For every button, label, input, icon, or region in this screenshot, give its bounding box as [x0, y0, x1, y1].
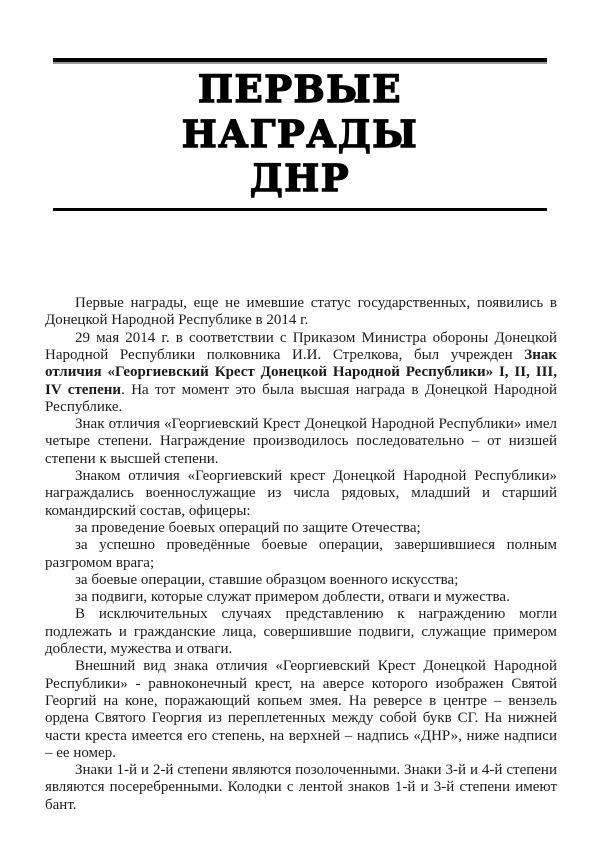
page-title-line-1: ПЕРВЫЕ: [198, 67, 402, 111]
paragraph: [45, 330, 557, 416]
paragraph: [45, 589, 557, 606]
text-run: В исключительных случаях представлению к награждению могли подлежать и гражданские лица, совершившие подвиги, служащие примером доблести, мужества и отваги.: [45, 606, 557, 658]
page-title-line-2: НАГРАДЫ: [181, 111, 419, 156]
text-run: Первые награды, еще не имевшие статус государственных, появились в Донецкой Народной Республике в 2014 г.: [45, 295, 557, 329]
text-run: за проведение боевых операций по защите Отечества;: [75, 519, 421, 536]
paragraph: [45, 658, 557, 762]
page-title: [0, 67, 600, 201]
text-run: Внешний вид знака отличия «Георгиевский Крест Донецкой Народной Республики» - равноконечный крест, на аверсе которого изображен Святой Георгий на коне, поражающий копьем змея. На реверсе в центре – вензель ордена Святого Георгия из переплетенных между собой букв СГ. На нижней части креста имеется его степень, на верхней – надпись «ДНР», ниже надписи – ее номер.: [45, 658, 557, 761]
paragraph: [45, 572, 557, 589]
page-title-line-3: ДНР: [249, 156, 351, 201]
text-run: за подвиги, которые служат примером доблести, отваги и мужества.: [75, 589, 510, 606]
paragraph: [45, 416, 557, 468]
paragraph: [45, 295, 557, 330]
paragraph: [45, 468, 557, 520]
paragraph: [45, 520, 557, 537]
paragraph: [45, 762, 557, 814]
text-run: за боевые операции, ставшие образцом военного искусства;: [75, 571, 459, 588]
text-run: 29 мая 2014 г. в соответствии с Приказом Министра обороны Донецкой Народной Республики полковника И.И. Стрелкова, был учрежден: [45, 329, 557, 363]
top-rule: [53, 58, 547, 64]
paragraph: [45, 537, 557, 572]
text-run: Знак отличия «Георгиевский Крест Донецкой Народной Республики» имел четыре степени. Награждение производилось последовательно – от низшей степени к высшей степени.: [45, 416, 557, 467]
text-run: . На тот момент это была высшая награда в Донецкой Народной Республике.: [45, 381, 558, 415]
bold-text-run: Знак отличия «Георгиевский Крест Донецкой Народной Республики» I, II, III, IV степени: [45, 347, 557, 398]
text-run: за успешно проведённые боевые операции, завершившиеся полным разгромом врага;: [45, 537, 557, 571]
text-run: Знаком отличия «Георгиевский крест Донецкой Народной Республики» награждались военнослужащие из числа рядовых, младший и старший командирский состав, офицеры:: [45, 468, 557, 519]
body-text: [0, 295, 600, 814]
bottom-rule: [53, 208, 547, 211]
paragraph: [45, 606, 557, 658]
text-run: Знаки 1-й и 2-й степени являются позолоченными. Знаки 3-й и 4-й степени являются посеребренными. Колодки с лентой знаков 1-й и 3-й степени имеют бант.: [45, 762, 557, 813]
